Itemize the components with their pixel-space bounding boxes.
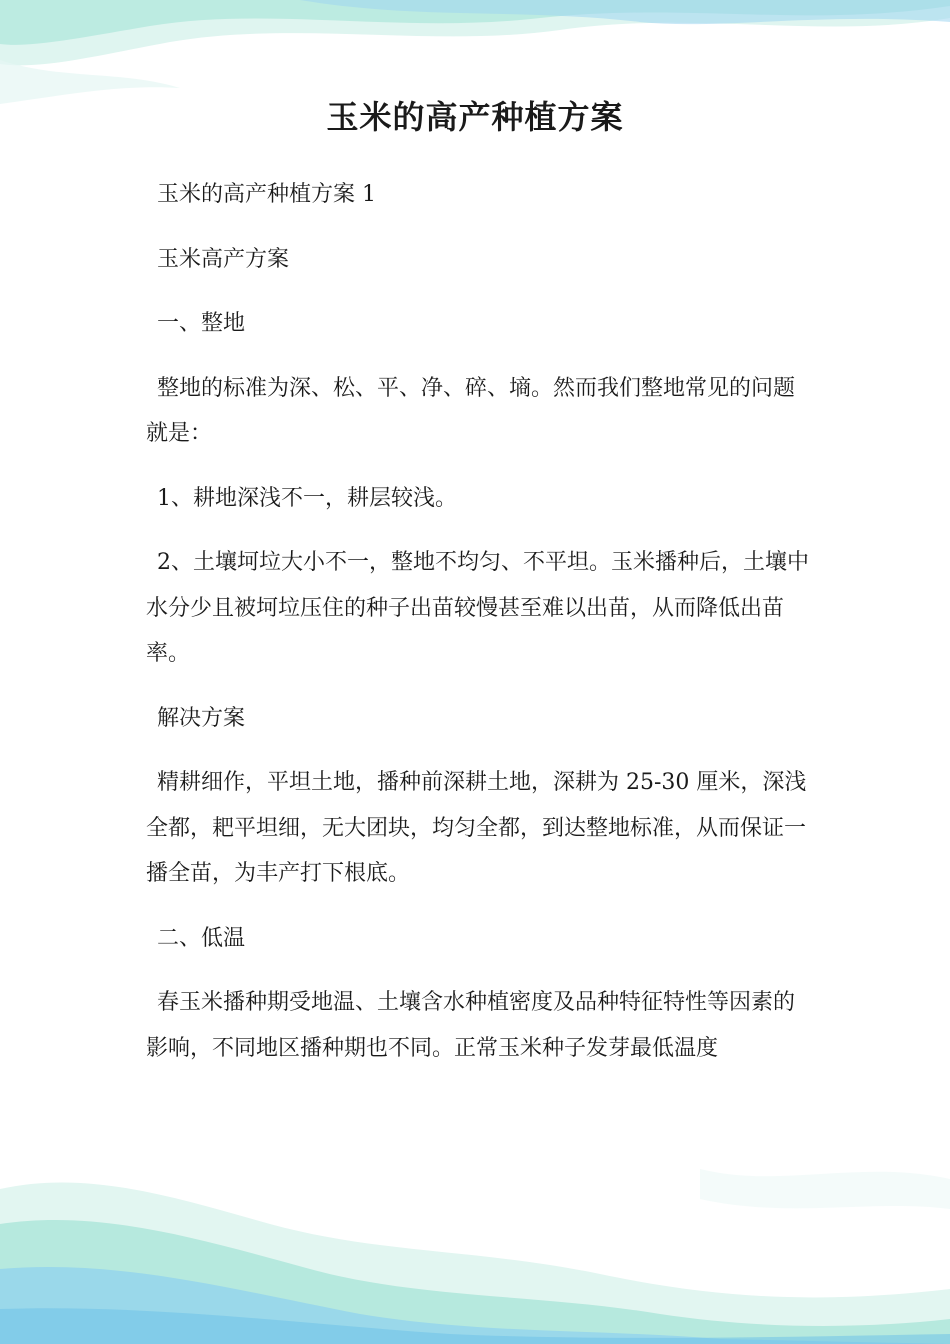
paragraph-subtitle: 玉米的高产种植方案 1 [157,182,376,207]
paragraph-heading-land-prep: 一、整地 [157,311,246,336]
paragraph-problem-1: 1、耕地深浅不一，耕层较浅。 [157,485,457,511]
paragraph-solution-heading: 解决方案 [157,705,246,731]
paragraph-heading-low-temp: 二、低温 [157,925,246,951]
page-title: 玉米的高产种植方案 [326,98,624,136]
paragraph-land-standard: 整地的标准为深、松、平、净、碎、墒。然而我们整地常见的问题就是： [146,375,796,446]
paragraph-problem-2: 2、土壤坷垃大小不一，整地不均匀、不平坦。玉米播种后，土壤中水分少且被坷垃压住的种子出苗较慢甚至难以出苗，从而降低出苗率。 [146,550,809,666]
paragraph-spring-corn: 春玉米播种期受地温、土壤含水种植密度及品种特征特性等因素的影响，不同地区播种期也不同。正常玉米种子发芽最低温度 [146,990,796,1061]
document-body [146,172,816,1090]
paragraph-section-heading: 玉米高产方案 [157,246,290,272]
paragraph-solution: 精耕细作，平坦土地，播种前深耕土地，深耕为 25-30 厘米，深浅全都，耙平坦细，无大团块，均匀全都，到达整地标准，从而保证一播全苗，为丰产打下根底。 [146,770,807,886]
footer-wave-decoration [0,1129,950,1344]
